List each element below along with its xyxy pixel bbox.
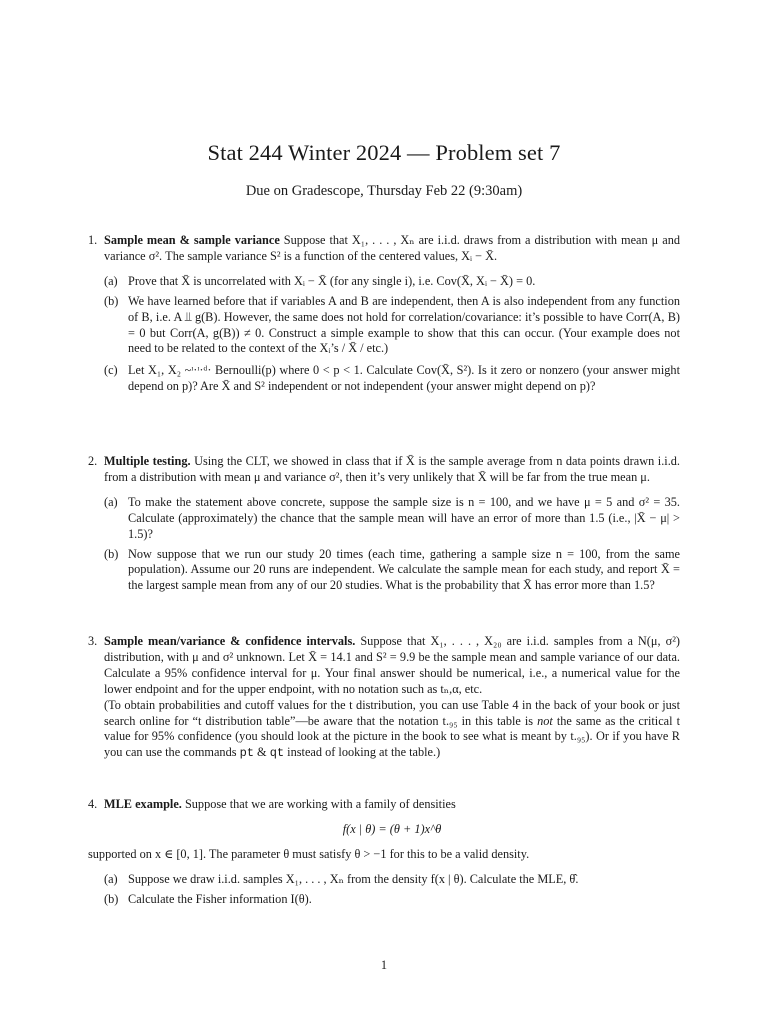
problem-heading: MLE example.: [104, 797, 182, 811]
subpart-label: (a): [104, 273, 118, 288]
problem-3: [88, 634, 681, 762]
problem-number: 4.: [88, 797, 98, 811]
problem-4: [88, 797, 680, 908]
problem-intro: Suppose that we are working with a family of densities: [181, 797, 456, 811]
subpart-label: (a): [104, 494, 118, 509]
problem-intro: Suppose that X₁, . . . , Xₙ are i.i.d. draws from a distribution with mean μ and variance σ². The sample variance S² is a function of the centered values, Xᵢ − X̄.: [104, 233, 680, 263]
subpart-c: [104, 363, 680, 395]
subpart-text: Let X₁, X₂ ~ᶦ·ᶦ·ᵈ· Bernoulli(p) where 0 < p < 1. Calculate Cov(X̄, S²). Is it zero or nonzero (your answer might depend on p)? Are X̄ and S² independent or not independent (your answer might depend on p)?: [128, 363, 680, 394]
problem-number: 1.: [88, 233, 98, 247]
subpart-label: (b): [104, 891, 119, 906]
support-text: supported on x ∈ [0, 1]. The parameter θ must satisfy θ > −1 for this to be a valid density.: [88, 846, 530, 861]
document-title: Stat 244 Winter 2024 — Problem set 7: [207, 140, 561, 165]
problem-heading: Sample mean & sample variance: [104, 233, 280, 247]
subpart-text: Now suppose that we run our study 20 times (each time, gathering a sample size n = 100, from the same population). Assume our 20 runs are independent. We calculate the sample mean for each study, and report X̄ = the largest sample mean from any of our 20 studies. What is the probability that X̄ has error more than 1.5?: [128, 546, 680, 593]
note-text: the same as the critical t value for 95% confidence (you should look at the picture in the book to see what is meant by t.₉₅). Or if you have R you can use the commands: [104, 713, 680, 760]
problem-1: [88, 233, 680, 395]
problem-heading: Sample mean/variance & confidence intervals.: [104, 634, 356, 648]
problem-heading: Multiple testing.: [104, 454, 191, 468]
subpart-label: (b): [104, 546, 119, 561]
subpart-text: Prove that X̄ is uncorrelated with Xᵢ − X̄ (for any single i), i.e. Cov(X̄, Xᵢ − X̄) = 0.: [128, 273, 536, 288]
problem-statement: [104, 454, 680, 486]
subpart-a: [104, 495, 680, 543]
problem-number: 3.: [88, 634, 98, 648]
problem-intro: Suppose that X₁, . . . , X₂₀ are i.i.d. samples from a N(μ, σ²) distribution, with μ and σ² unknown. Let X̄ = 14.1 and S² = 9.9 be the sample mean and sample variance of our data. Calculate a 95% confidence interval for μ. Your final answer should be numerical, i.e., a numerical value for the lower endpoint and for the upper endpoint, with no notation such as tₙ,α, etc.: [104, 634, 681, 696]
due-date: Due on Gradescope, Thursday Feb 22 (9:30am): [245, 183, 523, 199]
problem-statement: [104, 634, 680, 698]
code-pt: pt: [239, 746, 254, 761]
subpart-a: [104, 872, 680, 888]
density-equation: f(x | θ) = (θ + 1)x^θ: [342, 821, 442, 836]
problem-statement: [104, 797, 680, 813]
note-text: (To obtain probabilities and cutoff values for the t distribution, you can use Table 4 in the back of your book or just search online for “t distribution table”—be aware that the notation t.₉₅ in this table is: [104, 697, 680, 728]
subpart-text: Calculate the Fisher information I(θ).: [128, 891, 312, 906]
problem-statement: [104, 233, 680, 265]
note-emphasis: not: [537, 713, 553, 728]
problem-intro: Using the CLT, we showed in class that if X̄ is the sample average from n data points drawn i.i.d. from a distribution with mean μ and variance σ², then it’s very unlikely that X̄ will be far from the true mean μ.: [104, 454, 680, 484]
problem-note: [104, 698, 680, 763]
problem-2: [88, 454, 680, 594]
note-text: instead of looking at the table.): [284, 745, 441, 760]
subpart-b: [104, 892, 680, 908]
subpart-a: [104, 274, 680, 290]
page-number: 1: [380, 958, 388, 972]
subpart-label: (c): [104, 363, 118, 378]
subpart-text: Suppose we draw i.i.d. samples X₁, . . . , Xₙ from the density f(x | θ). Calculate the MLE, θ̂.: [128, 871, 579, 886]
subpart-text: To make the statement above concrete, suppose the sample size is n = 100, and we have μ = 5 and σ² = 35. Calculate (approximately) the chance that the sample mean will have an error of more than 1.5 (i.e., |X̄ − μ| > 1.5)?: [128, 494, 680, 541]
subpart-b: [104, 294, 680, 358]
subpart-b: [104, 547, 680, 595]
subpart-label: (b): [104, 293, 119, 308]
code-qt: qt: [269, 746, 285, 761]
note-text: &: [253, 745, 270, 760]
subpart-text: We have learned before that if variables A and B are independent, then A is also independent from any function of B, i.e. A ⫫ g(B). However, the same does not hold for correlation/covariance: it’s possible to have Corr(A, B) = 0 but Corr(A, g(B)) ≠ 0. Construct a simple example to show that this can occur. (Your example does not need to be related to the context of the Xᵢ’s / X̄ / etc.): [128, 293, 680, 356]
subpart-label: (a): [104, 871, 118, 886]
problem-number: 2.: [88, 454, 98, 468]
